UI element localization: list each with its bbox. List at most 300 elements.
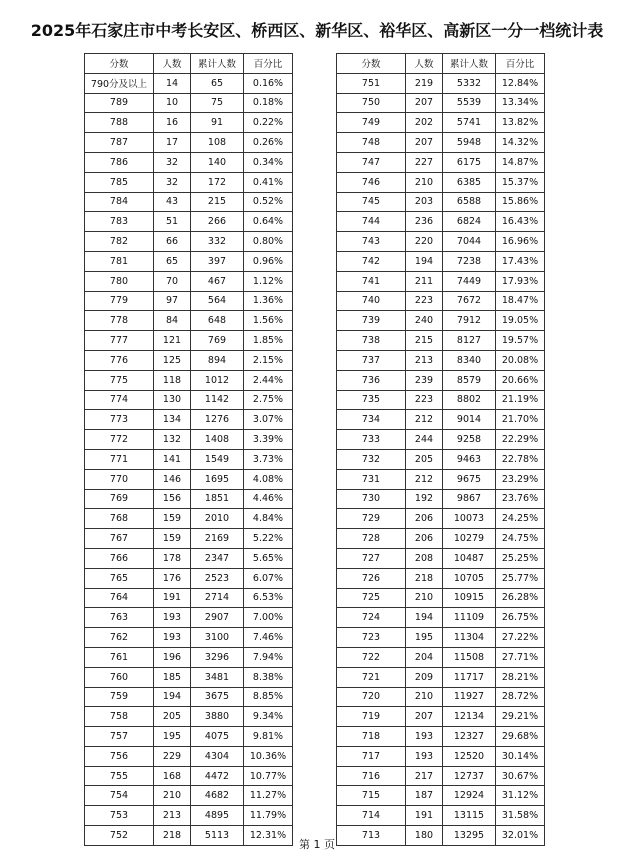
cell-cumulative: 12737 — [443, 766, 496, 786]
cell-count: 193 — [406, 746, 443, 766]
table-row — [337, 430, 545, 450]
cell-cumulative: 9258 — [443, 430, 496, 450]
cell-count: 194 — [406, 608, 443, 628]
cell-cumulative: 467 — [191, 271, 244, 291]
table-row — [337, 647, 545, 667]
cell-score: 769 — [85, 489, 154, 509]
cell-count: 193 — [406, 727, 443, 747]
cell-cumulative: 1851 — [191, 489, 244, 509]
cell-percent: 1.36% — [244, 291, 293, 311]
cell-score: 714 — [337, 806, 406, 826]
cell-score: 773 — [85, 410, 154, 430]
cell-cumulative: 3100 — [191, 628, 244, 648]
table-row — [337, 628, 545, 648]
cell-score: 725 — [337, 588, 406, 608]
cell-cumulative: 4895 — [191, 806, 244, 826]
cell-percent: 12.31% — [244, 826, 293, 846]
cell-cumulative: 6824 — [443, 212, 496, 232]
cell-score: 730 — [337, 489, 406, 509]
cell-count: 194 — [154, 687, 191, 707]
cell-score: 748 — [337, 133, 406, 153]
cell-percent: 6.53% — [244, 588, 293, 608]
table-row — [337, 251, 545, 271]
cell-percent: 14.87% — [496, 152, 545, 172]
table-row — [337, 727, 545, 747]
header-score: 分数 — [85, 54, 154, 74]
cell-cumulative: 1549 — [191, 449, 244, 469]
table-row — [337, 667, 545, 687]
table-row — [85, 588, 293, 608]
table-row — [337, 73, 545, 93]
cell-count: 118 — [154, 370, 191, 390]
cell-cumulative: 12520 — [443, 746, 496, 766]
cell-percent: 29.21% — [496, 707, 545, 727]
cell-percent: 15.86% — [496, 192, 545, 212]
cell-count: 14 — [154, 73, 191, 93]
table-row — [337, 707, 545, 727]
cell-cumulative: 648 — [191, 311, 244, 331]
cell-count: 195 — [154, 727, 191, 747]
table-row — [85, 390, 293, 410]
cell-count: 213 — [406, 350, 443, 370]
table-row — [85, 251, 293, 271]
cell-cumulative: 12134 — [443, 707, 496, 727]
cell-count: 176 — [154, 568, 191, 588]
cell-cumulative: 75 — [191, 93, 244, 113]
cell-percent: 17.93% — [496, 271, 545, 291]
table-row — [337, 271, 545, 291]
table-row — [85, 469, 293, 489]
table-row — [85, 271, 293, 291]
cell-score: 789 — [85, 93, 154, 113]
cell-cumulative: 6175 — [443, 152, 496, 172]
table-row — [337, 568, 545, 588]
cell-percent: 7.94% — [244, 647, 293, 667]
cell-count: 212 — [406, 410, 443, 430]
cell-percent: 5.65% — [244, 548, 293, 568]
cell-percent: 18.47% — [496, 291, 545, 311]
cell-score: 751 — [337, 73, 406, 93]
cell-count: 146 — [154, 469, 191, 489]
cell-percent: 29.68% — [496, 727, 545, 747]
cell-score: 771 — [85, 449, 154, 469]
cell-cumulative: 3296 — [191, 647, 244, 667]
cell-percent: 8.38% — [244, 667, 293, 687]
page-number: 第 1 页 — [299, 838, 335, 851]
cell-count: 203 — [406, 192, 443, 212]
cell-score: 774 — [85, 390, 154, 410]
cell-percent: 22.78% — [496, 449, 545, 469]
cell-cumulative: 8579 — [443, 370, 496, 390]
cell-count: 178 — [154, 548, 191, 568]
cell-percent: 13.34% — [496, 93, 545, 113]
cell-score: 772 — [85, 430, 154, 450]
cell-count: 213 — [154, 806, 191, 826]
table-row — [337, 350, 545, 370]
cell-count: 159 — [154, 529, 191, 549]
cell-percent: 7.46% — [244, 628, 293, 648]
table-row — [85, 608, 293, 628]
cell-score: 784 — [85, 192, 154, 212]
cell-percent: 20.66% — [496, 370, 545, 390]
table-row — [85, 93, 293, 113]
cell-cumulative: 10279 — [443, 529, 496, 549]
cell-cumulative: 769 — [191, 331, 244, 351]
cell-percent: 9.81% — [244, 727, 293, 747]
cell-score: 744 — [337, 212, 406, 232]
cell-score: 737 — [337, 350, 406, 370]
cell-score: 713 — [337, 826, 406, 846]
cell-cumulative: 564 — [191, 291, 244, 311]
cell-percent: 23.29% — [496, 469, 545, 489]
cell-percent: 19.05% — [496, 311, 545, 331]
cell-count: 130 — [154, 390, 191, 410]
table-row — [337, 192, 545, 212]
cell-cumulative: 11304 — [443, 628, 496, 648]
cell-count: 141 — [154, 449, 191, 469]
cell-score: 757 — [85, 727, 154, 747]
table-row — [85, 113, 293, 133]
cell-count: 204 — [406, 647, 443, 667]
cell-score: 731 — [337, 469, 406, 489]
table-row — [337, 786, 545, 806]
cell-percent: 31.12% — [496, 786, 545, 806]
cell-cumulative: 4304 — [191, 746, 244, 766]
cell-percent: 16.43% — [496, 212, 545, 232]
cell-count: 191 — [406, 806, 443, 826]
table-row — [337, 331, 545, 351]
cell-percent: 25.77% — [496, 568, 545, 588]
cell-cumulative: 5113 — [191, 826, 244, 846]
cell-cumulative: 6588 — [443, 192, 496, 212]
cell-cumulative: 4075 — [191, 727, 244, 747]
cell-count: 210 — [406, 172, 443, 192]
cell-percent: 24.75% — [496, 529, 545, 549]
header-score: 分数 — [337, 54, 406, 74]
cell-count: 132 — [154, 430, 191, 450]
cell-cumulative: 7672 — [443, 291, 496, 311]
cell-percent: 31.58% — [496, 806, 545, 826]
cell-score: 760 — [85, 667, 154, 687]
cell-percent: 24.25% — [496, 509, 545, 529]
cell-score: 786 — [85, 152, 154, 172]
cell-count: 196 — [154, 647, 191, 667]
table-row — [85, 152, 293, 172]
cell-score: 779 — [85, 291, 154, 311]
cell-cumulative: 8127 — [443, 331, 496, 351]
header-count: 人数 — [406, 54, 443, 74]
cell-percent: 21.19% — [496, 390, 545, 410]
cell-score: 716 — [337, 766, 406, 786]
cell-score: 750 — [337, 93, 406, 113]
table-row — [85, 509, 293, 529]
cell-count: 156 — [154, 489, 191, 509]
cell-score: 770 — [85, 469, 154, 489]
table-row — [337, 212, 545, 232]
cell-percent: 1.56% — [244, 311, 293, 331]
cell-count: 223 — [406, 390, 443, 410]
cell-cumulative: 9675 — [443, 469, 496, 489]
cell-score: 729 — [337, 509, 406, 529]
cell-cumulative: 5741 — [443, 113, 496, 133]
cell-count: 209 — [406, 667, 443, 687]
cell-count: 220 — [406, 232, 443, 252]
cell-cumulative: 3880 — [191, 707, 244, 727]
cell-count: 210 — [406, 588, 443, 608]
cell-count: 218 — [406, 568, 443, 588]
cell-count: 202 — [406, 113, 443, 133]
cell-count: 227 — [406, 152, 443, 172]
cell-count: 159 — [154, 509, 191, 529]
table-row — [337, 766, 545, 786]
table-row — [85, 172, 293, 192]
cell-percent: 7.00% — [244, 608, 293, 628]
cell-score: 717 — [337, 746, 406, 766]
table-row — [85, 291, 293, 311]
cell-percent: 3.73% — [244, 449, 293, 469]
cell-score: 732 — [337, 449, 406, 469]
cell-score: 775 — [85, 370, 154, 390]
cell-cumulative: 65 — [191, 73, 244, 93]
cell-percent: 30.67% — [496, 766, 545, 786]
cell-cumulative: 6385 — [443, 172, 496, 192]
table-row — [337, 291, 545, 311]
cell-score: 777 — [85, 331, 154, 351]
cell-count: 32 — [154, 152, 191, 172]
cell-score: 726 — [337, 568, 406, 588]
cell-count: 218 — [154, 826, 191, 846]
cell-score: 747 — [337, 152, 406, 172]
cell-percent: 28.21% — [496, 667, 545, 687]
cell-score: 766 — [85, 548, 154, 568]
table-row — [85, 687, 293, 707]
cell-count: 211 — [406, 271, 443, 291]
cell-score: 728 — [337, 529, 406, 549]
cell-score: 720 — [337, 687, 406, 707]
cell-score: 781 — [85, 251, 154, 271]
cell-score: 790分及以上 — [85, 73, 154, 93]
table-row — [337, 152, 545, 172]
cell-count: 43 — [154, 192, 191, 212]
table-row — [337, 608, 545, 628]
cell-cumulative: 140 — [191, 152, 244, 172]
table-row — [85, 529, 293, 549]
cell-percent: 2.15% — [244, 350, 293, 370]
cell-count: 10 — [154, 93, 191, 113]
cell-score: 762 — [85, 628, 154, 648]
page-title: 2025年石家庄市中考长安区、桥西区、新华区、裕华区、高新区一分一档统计表 — [30, 21, 604, 40]
cell-score: 764 — [85, 588, 154, 608]
cell-count: 192 — [406, 489, 443, 509]
cell-percent: 3.07% — [244, 410, 293, 430]
cell-score: 749 — [337, 113, 406, 133]
cell-percent: 0.80% — [244, 232, 293, 252]
cell-score: 755 — [85, 766, 154, 786]
cell-count: 187 — [406, 786, 443, 806]
table-row — [85, 786, 293, 806]
cell-cumulative: 7449 — [443, 271, 496, 291]
header-count: 人数 — [154, 54, 191, 74]
cell-count: 195 — [406, 628, 443, 648]
cell-cumulative: 3481 — [191, 667, 244, 687]
cell-score: 735 — [337, 390, 406, 410]
cell-score: 767 — [85, 529, 154, 549]
cell-cumulative: 7044 — [443, 232, 496, 252]
table-row — [85, 430, 293, 450]
cell-percent: 13.82% — [496, 113, 545, 133]
cell-count: 207 — [406, 707, 443, 727]
cell-percent: 0.18% — [244, 93, 293, 113]
cell-cumulative: 1408 — [191, 430, 244, 450]
cell-percent: 21.70% — [496, 410, 545, 430]
cell-count: 134 — [154, 410, 191, 430]
score-table-right — [336, 53, 545, 846]
cell-cumulative: 13115 — [443, 806, 496, 826]
cell-percent: 1.12% — [244, 271, 293, 291]
cell-count: 185 — [154, 667, 191, 687]
cell-cumulative: 266 — [191, 212, 244, 232]
cell-cumulative: 4472 — [191, 766, 244, 786]
cell-percent: 11.27% — [244, 786, 293, 806]
table-row — [337, 509, 545, 529]
table-row — [337, 113, 545, 133]
cell-percent: 32.01% — [496, 826, 545, 846]
cell-cumulative: 11508 — [443, 647, 496, 667]
table-row — [85, 628, 293, 648]
cell-percent: 16.96% — [496, 232, 545, 252]
cell-cumulative: 8802 — [443, 390, 496, 410]
cell-score: 745 — [337, 192, 406, 212]
cell-score: 783 — [85, 212, 154, 232]
cell-score: 780 — [85, 271, 154, 291]
table-row — [85, 350, 293, 370]
table-row — [337, 687, 545, 707]
cell-cumulative: 9014 — [443, 410, 496, 430]
cell-percent: 0.41% — [244, 172, 293, 192]
cell-score: 761 — [85, 647, 154, 667]
cell-count: 205 — [154, 707, 191, 727]
cell-score: 765 — [85, 568, 154, 588]
cell-percent: 20.08% — [496, 350, 545, 370]
table-row — [337, 311, 545, 331]
cell-cumulative: 9463 — [443, 449, 496, 469]
table-row — [85, 727, 293, 747]
cell-cumulative: 108 — [191, 133, 244, 153]
header-percent: 百分比 — [244, 54, 293, 74]
cell-percent: 1.85% — [244, 331, 293, 351]
cell-count: 210 — [154, 786, 191, 806]
cell-score: 739 — [337, 311, 406, 331]
cell-cumulative: 215 — [191, 192, 244, 212]
cell-score: 736 — [337, 370, 406, 390]
cell-count: 125 — [154, 350, 191, 370]
table-row — [85, 568, 293, 588]
cell-cumulative: 5948 — [443, 133, 496, 153]
cell-score: 734 — [337, 410, 406, 430]
cell-percent: 23.76% — [496, 489, 545, 509]
cell-score: 753 — [85, 806, 154, 826]
cell-percent: 27.71% — [496, 647, 545, 667]
cell-score: 742 — [337, 251, 406, 271]
cell-cumulative: 11717 — [443, 667, 496, 687]
score-table-left — [84, 53, 293, 846]
cell-percent: 0.34% — [244, 152, 293, 172]
cell-score: 724 — [337, 608, 406, 628]
cell-count: 215 — [406, 331, 443, 351]
table-row — [337, 449, 545, 469]
table-row — [337, 529, 545, 549]
cell-count: 207 — [406, 93, 443, 113]
cell-percent: 0.26% — [244, 133, 293, 153]
table-row — [85, 766, 293, 786]
cell-cumulative: 11927 — [443, 687, 496, 707]
cell-cumulative: 5332 — [443, 73, 496, 93]
cell-count: 208 — [406, 548, 443, 568]
cell-count: 70 — [154, 271, 191, 291]
cell-count: 210 — [406, 687, 443, 707]
cell-cumulative: 2523 — [191, 568, 244, 588]
table-row — [337, 489, 545, 509]
cell-score: 778 — [85, 311, 154, 331]
cell-percent: 17.43% — [496, 251, 545, 271]
cell-cumulative: 91 — [191, 113, 244, 133]
cell-cumulative: 10915 — [443, 588, 496, 608]
cell-cumulative: 397 — [191, 251, 244, 271]
table-row — [337, 548, 545, 568]
table-row — [85, 746, 293, 766]
cell-cumulative: 13295 — [443, 826, 496, 846]
header-cumulative: 累计人数 — [443, 54, 496, 74]
cell-percent: 3.39% — [244, 430, 293, 450]
cell-cumulative: 12924 — [443, 786, 496, 806]
cell-cumulative: 7238 — [443, 251, 496, 271]
table-row — [337, 172, 545, 192]
cell-cumulative: 1142 — [191, 390, 244, 410]
header-percent: 百分比 — [496, 54, 545, 74]
cell-count: 16 — [154, 113, 191, 133]
cell-count: 51 — [154, 212, 191, 232]
table-row — [337, 469, 545, 489]
cell-cumulative: 2347 — [191, 548, 244, 568]
cell-percent: 19.57% — [496, 331, 545, 351]
cell-count: 239 — [406, 370, 443, 390]
cell-score: 754 — [85, 786, 154, 806]
table-row — [85, 311, 293, 331]
table-row — [337, 806, 545, 826]
table-row — [337, 410, 545, 430]
table-row — [85, 410, 293, 430]
cell-cumulative: 10705 — [443, 568, 496, 588]
table-row — [337, 390, 545, 410]
table-row — [85, 212, 293, 232]
cell-count: 206 — [406, 509, 443, 529]
cell-percent: 4.46% — [244, 489, 293, 509]
cell-score: 785 — [85, 172, 154, 192]
cell-cumulative: 12327 — [443, 727, 496, 747]
cell-percent: 10.36% — [244, 746, 293, 766]
cell-percent: 10.77% — [244, 766, 293, 786]
cell-cumulative: 1012 — [191, 370, 244, 390]
table-row — [337, 370, 545, 390]
cell-percent: 25.25% — [496, 548, 545, 568]
cell-percent: 28.72% — [496, 687, 545, 707]
cell-percent: 14.32% — [496, 133, 545, 153]
cell-percent: 12.84% — [496, 73, 545, 93]
cell-cumulative: 4682 — [191, 786, 244, 806]
cell-cumulative: 9867 — [443, 489, 496, 509]
cell-cumulative: 2169 — [191, 529, 244, 549]
table-row — [85, 707, 293, 727]
